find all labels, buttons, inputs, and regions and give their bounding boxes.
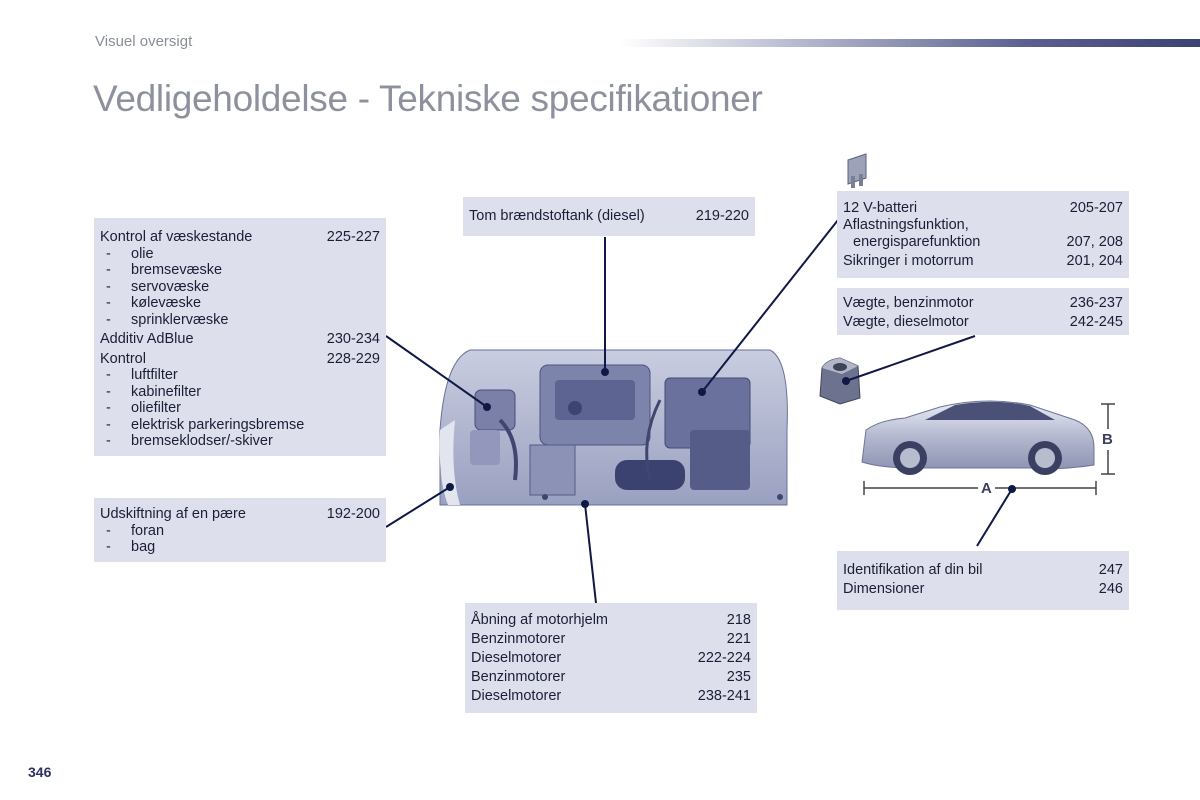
fluid-check-box — [94, 218, 386, 456]
list-item: - luftfilter — [106, 367, 178, 383]
list-item: - servovæske — [106, 278, 210, 295]
list-item: - foran — [106, 522, 165, 539]
list-item: - bremseklodser/-skiver — [106, 433, 273, 449]
weights-petrol-row[interactable]: Vægte, benzinmotor 236-237 — [843, 295, 1123, 311]
fluid-levels-row[interactable]: Kontrol af væskestande 225-227 — [100, 229, 380, 245]
bulb-replacement-row[interactable]: Udskiftning af en pære 192-200 — [100, 506, 380, 522]
adblue-row[interactable]: Additiv AdBlue 230-234 — [100, 331, 380, 347]
engine-bay-illustration — [440, 350, 788, 505]
fuse-icon — [848, 154, 866, 188]
hood-row[interactable]: Dieselmotorer 222-224 — [471, 650, 751, 666]
hood-row[interactable]: Benzinmotorer 221 — [471, 631, 751, 647]
hood-row[interactable]: Benzinmotorer 235 — [471, 669, 751, 685]
hood-row[interactable]: Dieselmotorer 238-241 — [471, 688, 751, 704]
identification-row[interactable]: Identifikation af din bil 247 — [843, 562, 1123, 578]
kontrol-row[interactable]: Kontrol 228-229 — [100, 350, 380, 367]
offload-line: Aflastningsfunktion, — [843, 217, 969, 233]
fuel-tank-row[interactable]: Tom brændstoftank (diesel) 219-220 — [469, 208, 749, 224]
list-item: - kabinefilter — [106, 383, 202, 400]
leader-dots — [446, 368, 1016, 508]
list-item: - kølevæske — [106, 295, 202, 311]
list-item: - elektrisk parkeringsbremse — [106, 416, 305, 433]
fuel-tank-box — [463, 197, 755, 236]
battery-row[interactable]: 12 V-batteri 205-207 — [843, 200, 1123, 216]
list-item: - bag — [106, 539, 156, 555]
list-item: - sprinklervæske — [106, 311, 229, 328]
section-label: Visuel oversigt — [95, 33, 193, 50]
weights-box — [837, 288, 1129, 335]
fuses-row[interactable]: Sikringer i motorrum 201, 204 — [843, 253, 1123, 269]
page-title: Vedligeholdelse - Tekniske specifikationer — [93, 78, 763, 119]
list-item: - oliefilter — [106, 400, 181, 416]
list-item: - bremsevæske — [106, 262, 223, 278]
identification-box — [837, 551, 1129, 610]
dim-label-b: B — [1102, 431, 1113, 448]
bulb-replacement-box — [94, 498, 386, 562]
battery-box — [837, 191, 1129, 278]
hood-row[interactable]: Åbning af motorhjelm 218 — [471, 612, 751, 628]
weights-diesel-row[interactable]: Vægte, dieselmotor 242-245 — [843, 314, 1123, 330]
hood-engines-box — [465, 603, 757, 713]
dimensions-row[interactable]: Dimensioner 246 — [843, 581, 1123, 597]
energy-saving-row[interactable]: energisparefunktion 207, 208 — [853, 234, 1123, 250]
header-gradient-bar — [620, 39, 1200, 47]
weight-icon — [820, 358, 860, 404]
page-number: 346 — [28, 764, 52, 780]
dim-label-a: A — [978, 480, 995, 497]
list-item: - olie — [106, 245, 154, 262]
